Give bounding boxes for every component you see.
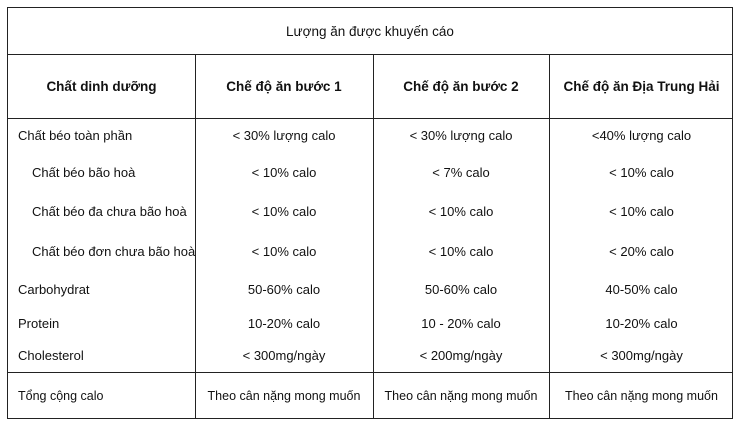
row-label: Chất béo toàn phần [18,128,133,143]
table-title: Lượng ăn được khuyến cáo [286,23,454,39]
column-divider [195,54,196,418]
table-row [8,153,732,191]
cell-value: < 10% calo [251,203,317,219]
cell-value: < 10% calo [428,203,494,219]
row-label: Chất béo bão hoà [32,164,136,180]
cell-value: < 300mg/ngày [600,348,683,363]
cell-value: < 300mg/ngày [242,348,326,363]
header-step2: Chế độ ăn bước 2 [403,78,519,94]
cell-value: 40-50% calo [605,281,678,297]
cell-value: < 10% calo [251,164,317,180]
table-row [8,191,732,231]
cell-value: < 20% calo [609,243,674,259]
row-label: Chất béo đơn chưa bão hoà [32,243,196,259]
cell-value: < 30% lượng calo [232,128,336,143]
cell-value: 10-20% calo [247,315,321,331]
header-nutrient: Chất dinh dưỡng [46,78,157,94]
column-divider [549,54,550,418]
cell-value: < 200mg/ngày [419,348,503,363]
row-label: Cholesterol [18,348,84,363]
table-row [8,271,732,307]
table-header-row [8,54,732,119]
cell-value: 50-60% calo [424,281,498,297]
row-label: Chất béo đa chưa bão hoà [32,203,187,219]
total-label: Tổng cộng calo [18,389,104,403]
header-step1: Chế độ ăn bước 1 [226,78,342,94]
table-total-row [8,372,732,419]
cell-value: <40% lượng calo [591,128,692,143]
table-title-row [8,8,732,55]
table-row [8,339,732,372]
column-divider [373,54,374,418]
table-row [8,231,732,271]
cell-value: < 10% calo [251,243,317,259]
cell-value: Theo cân nặng mong muốn [565,389,718,403]
cell-value: < 10% calo [609,164,674,180]
cell-value: 10 - 20% calo [421,315,501,331]
cell-value: < 10% calo [428,243,494,259]
row-label: Protein [18,315,60,331]
cell-value: Theo cân nặng mong muốn [207,389,361,403]
header-mediterranean: Chế độ ăn Địa Trung Hải [563,78,720,94]
cell-value: < 7% calo [432,164,490,180]
cell-value: 50-60% calo [247,281,321,297]
table-row [8,118,732,153]
table-row [8,307,732,339]
diet-recommendation-table [7,7,733,419]
cell-value: < 30% lượng calo [409,128,513,143]
row-label: Carbohydrat [18,281,90,297]
cell-value: 10-20% calo [605,315,678,331]
cell-value: < 10% calo [609,203,674,219]
cell-value: Theo cân nặng mong muốn [384,389,538,403]
